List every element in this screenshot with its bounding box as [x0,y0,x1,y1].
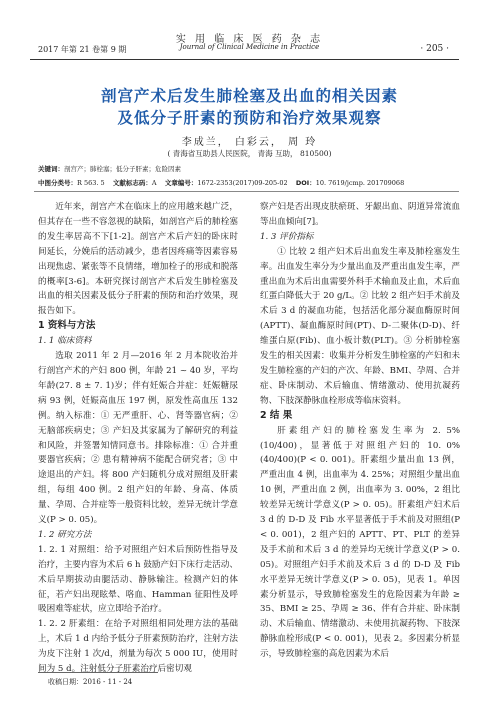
left-column [38,200,238,677]
page-number: · 205 · [420,44,449,54]
doc-code: A [151,179,157,187]
running-header [0,30,499,58]
article-number: 1672-2353(2017)09-205-02 [197,179,288,187]
heparin-group-paragraph: 1. 2. 2 肝素组：在给予对照组相同处理方法的基础上，术后 1 d 内给予低分子肝素预防治疗，注射方法为皮下注射 1 次/d，剂量为每次 5 000 IU，使用时间为 5 d。注射低分子肝素治疗后密切观 [38,619,238,675]
article-title-line2: 及低分子肝素的预防和治疗效果观察 [117,109,382,127]
cls-number: R 563. 5 [77,179,105,187]
intro-paragraph: 近年来，剖宫产术在临床上的应用越来越广泛，但其存在一些不容忽视的缺陷，如剖宫产后的肺栓塞的发生率居高不下[1-2]。剖宫产术后产妇的卧床时间延长，分娩后的活动减少，患者因疼痛等因素容易出现焦虑、紧张等不良情绪，增加栓子的形成和脱落的概率[3-6]。本研究探讨剖宫产术后发生肺栓塞及出血的相关因素及低分子肝素的预防和治疗效果，现报告如下。 [38,202,238,317]
subsection-heading: 1. 3 评价指标 [260,231,314,242]
journal-title-en: Journal of Clinical Medicine in Practice [179,43,320,51]
doc-code-label: 文献标志码： [112,179,152,187]
clinical-data-paragraph: 选取 2011 年 2 月—2016 年 2 月本院收治并行剖宫产术的产妇 800 例，年龄 21 ~ 40 岁，平均年龄(27. 8 ± 7. 1)岁；伴有妊娠合并症：妊娠糖尿病 93 例，妊娠高血压 197 例，原发性高血压 132 例。纳入标准：① 无严重肝、心、肾等器官病；② 无脑部疾病史；③ 产妇及其家属为了解研究的利益和风险，并签署知情同意书。排除标准：① 合并重要器官疾病；② 患有精神病不能配合研究者；③ 中途退出的产妇。将 800 产妇随机分成对照组及肝素组，每组 400 例。2 组产妇的年龄、身高、体质量、孕周、合并症等一般资料比较，差异无统计学意义(P > 0. 05)。 [38,351,238,526]
keywords-label: 关键词： [38,165,64,173]
article-number-label: 文章编号： [164,179,198,187]
received-date: 收稿日期：2016 - 11 - 24 [48,678,133,686]
article-title-line1: 剖宫产术后发生肺栓塞及出血的相关因素 [100,87,398,105]
control-group-paragraph: 1. 2. 1 对照组：给予对照组产妇术后预防性指导及治疗，主要内容为术后 6 h 鼓励产妇下床行走活动、术后早期拔动由腿活动、静脉输注。检测产妇的体征，若产妇出现眩晕、咯血、Hamman 征阳性及呼吸困难等症状，应立即给予治疗。 [38,544,238,615]
classification-line [38,178,404,187]
section-heading: 1 资料与方法 [38,320,96,332]
footnote-rule [38,672,158,673]
section-heading: 2 结 果 [260,409,293,421]
issue-info: 2017 年第 21 卷第 9 期 [38,45,127,54]
keywords: 剖宫产；肺栓塞；低分子肝素；危险因素 [64,165,181,173]
indicators-paragraph: ① 比较 2 组产妇术后出血发生率及肺栓塞发生率。出血发生率分为少量出血及严重出血发生率，严重出血为术后出血需要外科手术输血及止血，术后血红蛋白降低大于 20 g/L。② 比较 2 组产妇手术前及术后 3 d 的凝血功能，包括活化部分凝血酶原时间(APTT)、凝血酶原时间(PT)、D-二聚体(D-D)、纤维蛋白原(Fib)、血小板计数(PLT)。③ 分析肺栓塞发生的相关因素：收集并分析发生肺栓塞的产妇和未发生肺栓塞的产妇的产次、年龄、BMI、孕周、合并症、卧床制动、术后输血、情绪激动、使用抗凝药物、下肢深静脉血栓形成等临床资料。 [260,246,460,406]
subsection-heading: 1. 1 临床资料 [38,336,92,347]
authors: 李成兰， 白彩云， 周 玲 [181,137,318,148]
affiliation: ( 青海省互助县人民医院， 青海 互助， 810500) [167,149,332,158]
right-column [260,200,460,662]
abstract-rule [34,191,459,192]
continued-paragraph: 察产妇是否出现皮肤瘀斑、牙龈出血、阴道异常流血等出血倾向[7]。 [260,202,460,227]
results-paragraph: 肝素组产妇的肺栓塞发生率为 2. 5% (10/400)，显著低于对照组产妇的 10. 0% (40/400)(P < 0. 001)。肝素组少量出血 13 例，严重出血 4 例，出血率为 4. 25%；对照组少量出血 10 例，严重出血 2 例，出血率为 3. 00%，2 组比较差异无统计学意义(P > 0. 05)。肝素组产妇术后 3 d 的 D-D 及 Fib 水平显著低于手术前及对照组(P < 0. 001)，2 组产妇的 APTT、PT、PLT 的差异及手术前和术后 3 d 的差异均无统计学意义(P > 0. 05)。对照组产妇手术前及术后 3 d 的 D-D 及 Fib 水平差异无统计学意义(P > 0. 05)，见表 1。单因素分析显示，导致肺栓塞发生的危险因素为年龄 ≥ 35、BMI ≥ 25、孕周 ≥ 36、伴有合并症、卧床制动、术后输血、情绪激动、未使用抗凝药物、下肢深静脉血栓形成(P < 0. 001)，见表 2。多因素分析显示，导致肺栓塞的高危因素为术后 [260,425,460,660]
journal-title-cn: 实 用 临 床 医 药 杂 志 [175,34,324,45]
subsection-heading: 1. 2 研究方法 [38,529,92,540]
header-rule [30,59,459,60]
doi-label: DOI： [295,179,316,187]
keywords-line [38,164,181,173]
cls-label: 中图分类号： [38,179,77,187]
doi: 10. 7619/jcmp. 201709068 [315,179,405,187]
